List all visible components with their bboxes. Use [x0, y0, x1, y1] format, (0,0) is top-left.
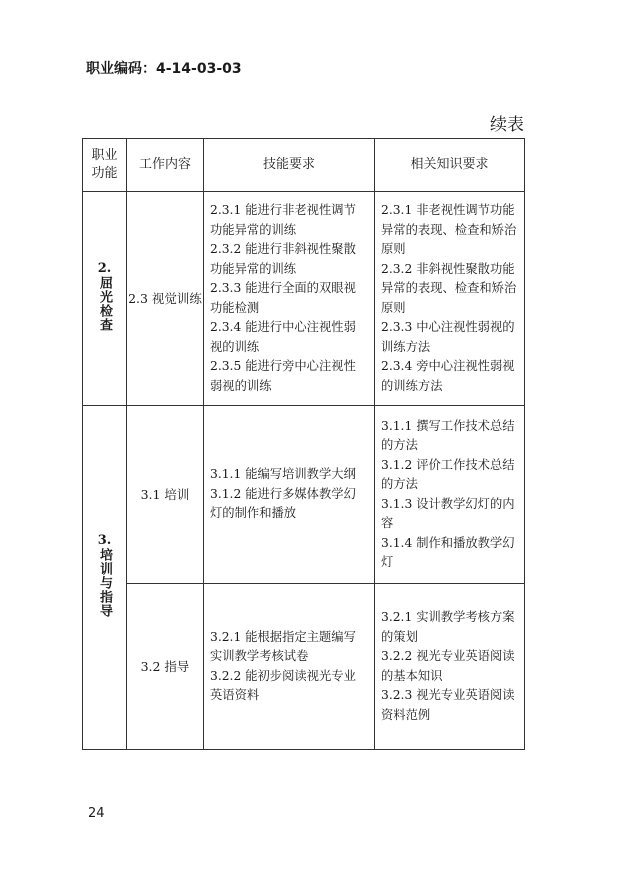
knowledge-item: 2.3.1 非老视性调节功能异常的表现、检查和矫治原则 — [381, 203, 517, 256]
knowledge-item: 3.1.1 撰写工作技术总结的方法 — [381, 418, 515, 452]
table-row — [83, 584, 525, 750]
skills-table — [82, 138, 525, 750]
function-number: 3. — [97, 533, 112, 548]
work-content-cell — [127, 192, 204, 406]
knowledge-item: 3.2.2 视光专业英语阅读的基本知识 — [381, 649, 515, 683]
function-name: 培训与指导 — [97, 548, 112, 618]
skill-item: 2.3.1 能进行非老视性调节功能异常的训练 — [210, 203, 356, 237]
function-cell — [83, 406, 127, 750]
work-content-text: 3.1 培训 — [140, 487, 190, 502]
table-row — [83, 406, 525, 584]
table-row — [83, 192, 525, 406]
header-function — [83, 139, 127, 192]
skill-item: 2.3.3 能进行全面的双眼视功能检测 — [210, 281, 356, 315]
table-header-row — [83, 139, 525, 192]
header-function-label: 职业 功能 — [91, 148, 118, 181]
knowledge-cell — [375, 584, 525, 750]
function-name: 屈光检查 — [97, 276, 112, 332]
skill-item: 2.3.2 能进行非斜视性聚散功能异常的训练 — [210, 242, 356, 276]
skill-item: 3.2.2 能初步阅读视光专业英语资料 — [210, 668, 356, 702]
knowledge-cell — [375, 406, 525, 584]
skill-item: 3.2.1 能根据指定主题编写实训教学考核试卷 — [210, 629, 356, 663]
skills-cell — [204, 584, 375, 750]
knowledge-cell — [375, 192, 525, 406]
knowledge-item: 3.2.1 实训教学考核方案的策划 — [381, 610, 515, 644]
knowledge-item: 3.2.3 视光专业英语阅读资料范例 — [381, 688, 515, 722]
function-number: 2. — [97, 261, 112, 276]
work-content-cell — [127, 584, 204, 750]
header-knowledge-requirements: 相关知识要求 — [375, 139, 525, 192]
knowledge-item: 2.3.3 中心注视性弱视的训练方法 — [381, 320, 515, 354]
skill-item: 3.1.1 能编写培训教学大纲 — [210, 467, 356, 482]
knowledge-item: 3.1.3 设计教学幻灯的内容 — [381, 496, 515, 530]
continued-label: 续表 — [490, 115, 524, 135]
knowledge-item: 2.3.4 旁中心注视性弱视的训练方法 — [381, 359, 515, 393]
work-content-text: 3.2 指导 — [140, 659, 190, 674]
work-content-cell — [127, 406, 204, 584]
work-content-text: 2.3 视觉训练 — [128, 291, 202, 306]
header-work-content: 工作内容 — [127, 139, 204, 192]
knowledge-item: 2.3.2 非斜视性聚散功能异常的表现、检查和矫治原则 — [381, 261, 517, 315]
skills-cell — [204, 406, 375, 584]
skill-item: 2.3.5 能进行旁中心注视性弱视的训练 — [210, 359, 356, 393]
header-skill-requirements: 技能要求 — [204, 139, 375, 192]
function-cell — [83, 192, 127, 406]
occupation-code: 职业编码：4-14-03-03 — [86, 61, 242, 77]
knowledge-item: 3.1.2 评价工作技术总结的方法 — [381, 457, 515, 491]
skill-item: 3.1.2 能进行多媒体教学幻灯的制作和播放 — [210, 486, 356, 521]
page-number: 24 — [88, 806, 105, 821]
skill-item: 2.3.4 能进行中心注视性弱视的训练 — [210, 320, 356, 354]
skills-cell — [204, 192, 375, 406]
knowledge-item: 3.1.4 制作和播放教学幻灯 — [381, 535, 515, 569]
